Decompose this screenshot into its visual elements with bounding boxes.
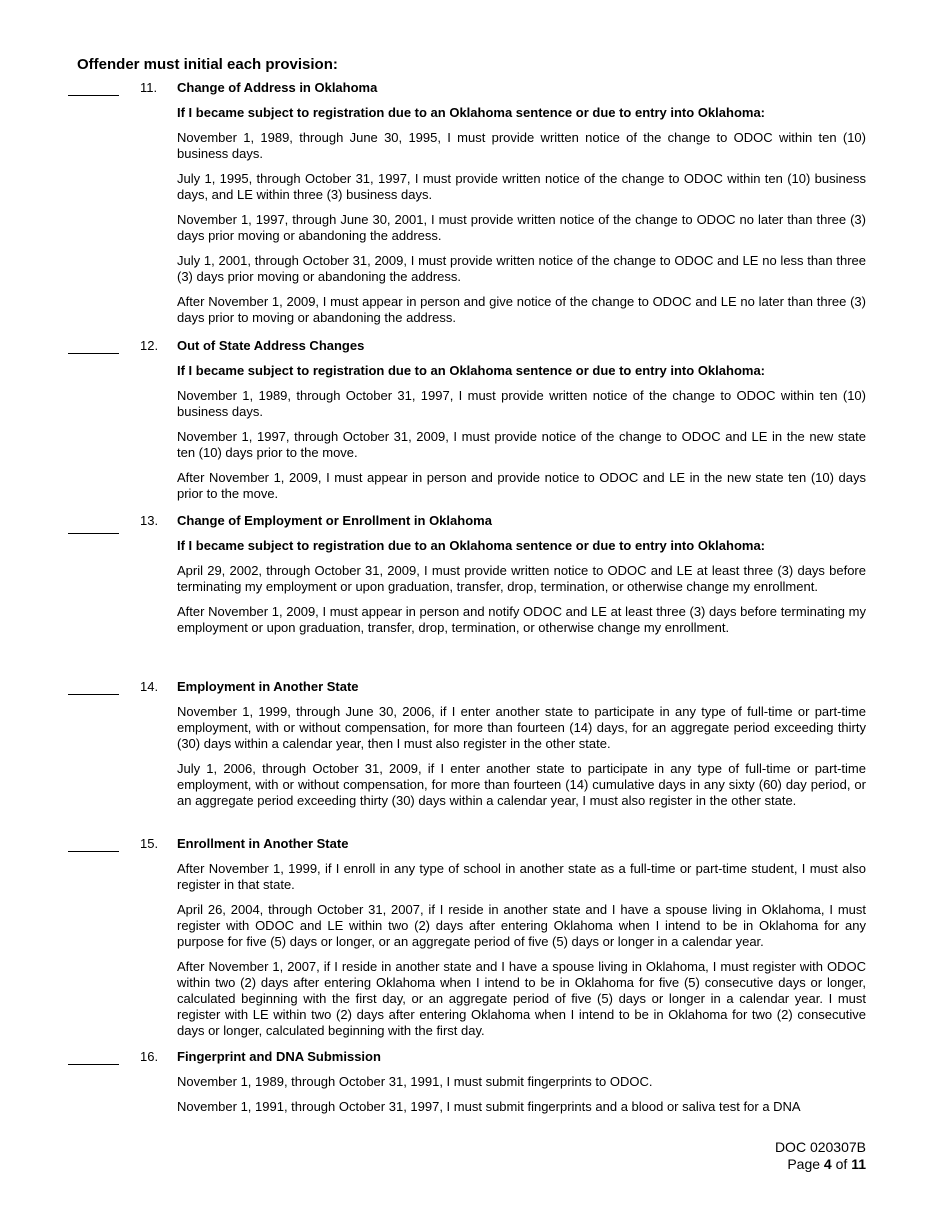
initial-line[interactable] (68, 1064, 119, 1065)
provision-title: Enrollment in Another State (177, 836, 349, 851)
provision-title: Change of Employment or Enrollment in Oklahoma (177, 513, 492, 528)
provision-paragraph: After November 1, 2009, I must appear in person and give notice of the change to ODOC and LE no later than three (3) days prior to moving or abandoning the address. (177, 294, 866, 325)
provision-paragraph: After November 1, 2009, I must appear in person and notify ODOC and LE at least three (3) days before terminating my employment or upon graduation, transfer, drop, termination, or otherwise change my enrollment. (177, 604, 866, 635)
provision-paragraph: November 1, 1991, through October 31, 1997, I must submit fingerprints and a blood or saliva test for a DNA (177, 1099, 801, 1114)
page-footer (775, 1139, 866, 1173)
provision-title: Out of State Address Changes (177, 338, 365, 353)
provision-number: 13. (140, 513, 159, 528)
provision-title: Fingerprint and DNA Submission (177, 1049, 381, 1064)
initial-instructions-heading: Offender must initial each provision: (77, 56, 338, 73)
provision-subheading: If I became subject to registration due to an Oklahoma sentence or due to entry into Oklahoma: (177, 105, 766, 120)
page-of: of (835, 1156, 848, 1172)
provision-paragraph: April 26, 2004, through October 31, 2007, if I reside in another state and I have a spouse living in Oklahoma, I must register with ODOC and LE within two (2) days after entering Oklahoma when I intend to be in Oklahoma for any purpose for five (5) days or longer, or an aggregate period of five (5) days or longer in a calendar year. (177, 902, 866, 949)
page-indicator (775, 1156, 866, 1173)
provision-paragraph: November 1, 1997, through October 31, 2009, I must provide notice of the change to ODOC and LE in the new state ten (10) days prior to the move. (177, 429, 866, 460)
provision-number: 14. (140, 679, 159, 694)
page-label: Page (787, 1156, 821, 1172)
provision-paragraph: After November 1, 2007, if I reside in another state and I have a spouse living in Oklahoma, I must register with ODOC within two (2) days after entering Oklahoma when I intend to be in Oklahoma for five (5) consecutive days or longer, calculated beginning with the first day, or an aggregate period of five (5) days or longer in a calendar year. I must register with LE within two (2) days after entering Oklahoma when I intend to be in Oklahoma for two (2) consecutive days or longer, calculated beginning with the first day. (177, 959, 866, 1038)
provision-paragraph: After November 1, 1999, if I enroll in any type of school in another state as a full-time or part-time student, I must also register in that state. (177, 861, 866, 892)
provision-paragraph: November 1, 1989, through October 31, 1997, I must provide written notice of the change to ODOC within ten (10) business days. (177, 388, 866, 419)
initial-line[interactable] (68, 95, 119, 96)
provision-number: 16. (140, 1049, 159, 1064)
initial-line[interactable] (68, 694, 119, 695)
provision-number: 15. (140, 836, 159, 851)
provision-title: Employment in Another State (177, 679, 359, 694)
provision-subheading: If I became subject to registration due to an Oklahoma sentence or due to entry into Oklahoma: (177, 538, 766, 553)
provision-number: 11. (140, 80, 158, 95)
provision-title: Change of Address in Oklahoma (177, 80, 378, 95)
provision-paragraph: July 1, 1995, through October 31, 1997, I must provide written notice of the change to ODOC within ten (10) business days, and LE within three (3) business days. (177, 171, 866, 202)
page-current: 4 (823, 1156, 832, 1172)
provision-paragraph: April 29, 2002, through October 31, 2009, I must provide written notice to ODOC and LE at least three (3) days before terminating my employment or upon graduation, transfer, drop, termination, or otherwise change my enrollment. (177, 563, 866, 594)
provision-paragraph: After November 1, 2009, I must appear in person and provide notice to ODOC and LE in the new state ten (10) days prior to the move. (177, 470, 866, 501)
page-total: 11 (851, 1156, 866, 1172)
provision-paragraph: November 1, 1989, through June 30, 1995, I must provide written notice of the change to ODOC within ten (10) business days. (177, 130, 866, 161)
provision-paragraph: July 1, 2006, through October 31, 2009, if I enter another state to participate in any type of full-time or part-time employment, with or without compensation, for more than fourteen (14) cumulative days in any sixty (60) day period, or an aggregate period exceeding thirty (30) days within a calendar year, I must also register in the other state. (177, 761, 866, 808)
initial-line[interactable] (68, 353, 119, 354)
provision-paragraph: July 1, 2001, through October 31, 2009, I must provide written notice of the change to ODOC and LE no less than three (3) days prior moving or abandoning the address. (177, 253, 866, 284)
provision-paragraph: November 1, 1999, through June 30, 2006, if I enter another state to participate in any type of full-time or part-time employment, with or without compensation, for more than fourteen (14) days, for an aggregate period exceeding thirty (30) days within a calendar year, then I must also register in the other state. (177, 704, 866, 751)
initial-line[interactable] (68, 533, 119, 534)
initial-line[interactable] (68, 851, 119, 852)
provision-subheading: If I became subject to registration due to an Oklahoma sentence or due to entry into Oklahoma: (177, 363, 766, 378)
provision-paragraph: November 1, 1997, through June 30, 2001, I must provide written notice of the change to ODOC no later than three (3) days prior moving or abandoning the address. (177, 212, 866, 243)
provision-number: 12. (140, 338, 159, 353)
provision-paragraph: November 1, 1989, through October 31, 1991, I must submit fingerprints to ODOC. (177, 1074, 653, 1089)
document-number: DOC 020307B (774, 1139, 866, 1155)
